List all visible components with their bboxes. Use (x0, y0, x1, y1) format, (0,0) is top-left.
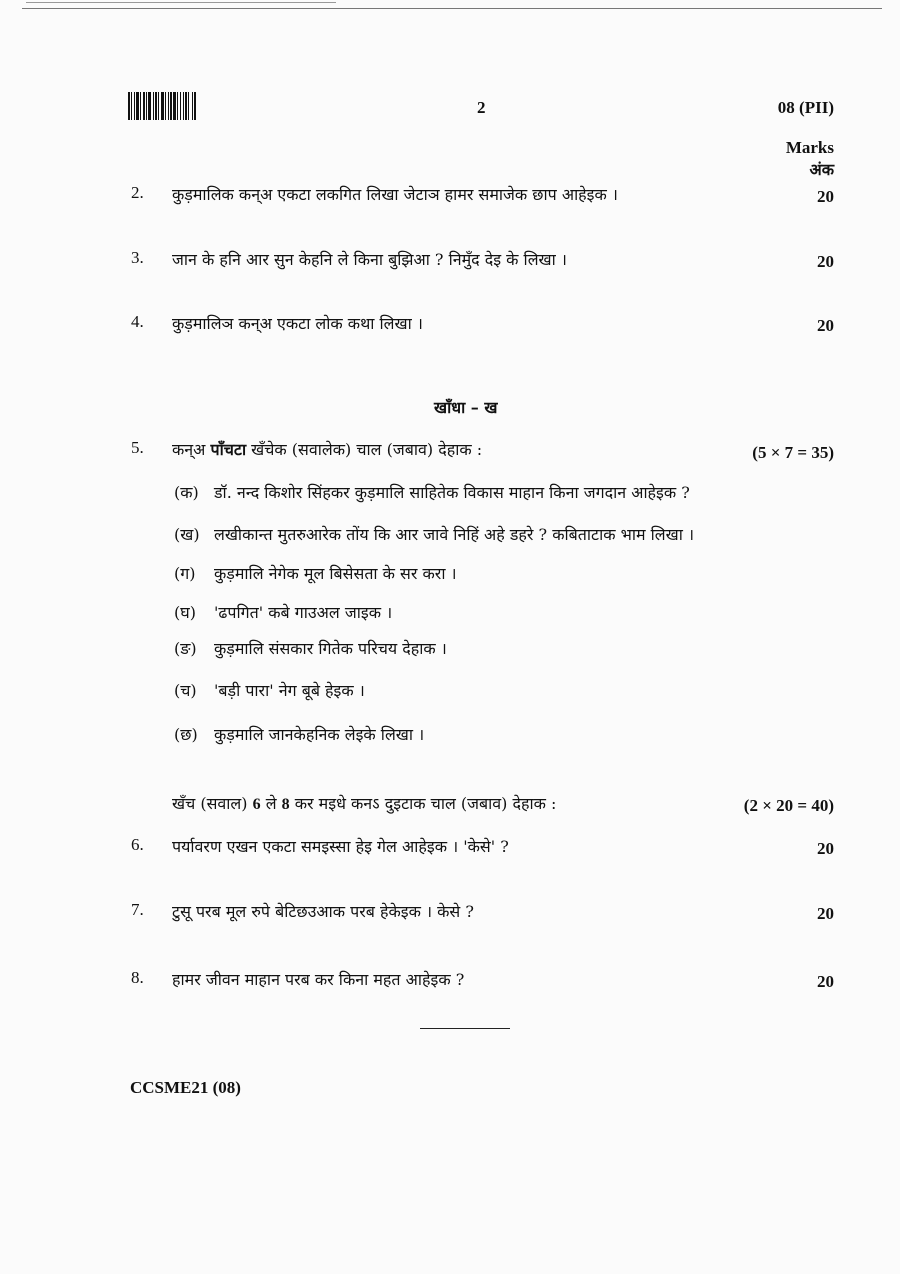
sub-text: कुड़मालि संसकार गितेक परिचय देहाक । (214, 639, 447, 658)
top-rule-short (26, 2, 336, 3)
instruction-post: कर मइधे कनऽ दुइटाक चाल (जबाव) देहाक : (289, 794, 557, 813)
instruction-num-6: 6 (252, 796, 261, 813)
marks-label-hi: अंक (809, 160, 834, 179)
instruction-mid: ले (260, 794, 282, 813)
question-number: 5. (131, 438, 144, 457)
top-rule (22, 8, 882, 9)
footer-code: CCSME21 (08) (130, 1078, 241, 1097)
sub-question-kha (174, 523, 694, 545)
sub-text: डॉ. नन्द किशोर सिंहकर कुड़मालि साहितेक विकास माहान किना जगदान आहेइक ? (214, 483, 690, 502)
sub-label: (ख) (174, 525, 200, 544)
sub-text: 'ढपगित' कबे गाउअल जाइक । (214, 603, 393, 622)
question-text: पर्यावरण एखन एकटा समइस्सा हेइ गेल आहेइक । 'केसे' ? (172, 837, 509, 856)
sub-label: (ग) (174, 564, 196, 583)
sub-question-nga (174, 637, 447, 659)
question-number: 7. (131, 900, 144, 919)
question-text: जान के हनि आर सुन केहनि ले किना बुझिआ ? निमुँद देइ के लिखा । (172, 250, 567, 269)
sub-question-ga (174, 562, 457, 584)
sub-label: (क) (174, 483, 199, 502)
question-text-post: खँचेक (सवालेक) चाल (जबाव) देहाक : (246, 440, 483, 459)
question-number: 6. (131, 835, 144, 854)
question-text-bold: पाँचटा (210, 440, 247, 459)
instruction-num-8: 8 (281, 796, 290, 813)
question-marks: (5 × 7 = 35) (752, 443, 834, 462)
question-number: 3. (131, 248, 144, 267)
question-marks: 20 (817, 904, 834, 923)
question-text: टुसू परब मूल रुपे बेटिछउआक परब हेकेइक । केसे ? (172, 902, 474, 921)
question-text (172, 438, 482, 460)
marks-label-en: Marks (785, 138, 834, 157)
question-number: 2. (131, 183, 144, 202)
instruction-text (172, 792, 556, 814)
question-marks: 20 (817, 839, 834, 858)
question-text: हामर जीवन माहान परब कर किना महत आहेइक ? (172, 970, 465, 989)
question-text: कुड़मालिक कन्अ एकटा लकगित लिखा जेटाञ हामर समाजेक छाप आहेइक । (172, 185, 618, 204)
instruction-marks: (2 × 20 = 40) (743, 796, 834, 815)
question-marks: 20 (817, 316, 834, 335)
barcode-image (128, 92, 250, 120)
sub-label: (छ) (174, 725, 198, 744)
question-number: 8. (131, 968, 144, 987)
sub-question-chha (174, 723, 424, 745)
sub-label: (च) (174, 681, 197, 700)
sub-text: 'बड़ी पारा' नेग बूबे हेइक । (214, 681, 365, 700)
question-marks: 20 (817, 252, 834, 271)
question-number: 4. (131, 312, 144, 331)
page-number: 2 (477, 98, 486, 117)
sub-label: (घ) (174, 603, 196, 622)
instruction-pre: खँच (सवाल) (172, 794, 253, 813)
sub-question-ka (174, 481, 690, 503)
sub-text: कुड़मालि जानकेहनिक लेइके लिखा । (214, 725, 425, 744)
question-text: कुड़मालिञ कन्अ एकटा लोक कथा लिखा । (172, 314, 423, 333)
sub-question-gha (174, 601, 392, 623)
sub-question-cha (174, 679, 365, 701)
question-marks: 20 (817, 972, 834, 991)
paper-code: 08 (PII) (777, 98, 834, 117)
end-rule (420, 1028, 510, 1029)
question-marks: 20 (817, 187, 834, 206)
sub-label: (ङ) (174, 639, 197, 658)
section-heading: खाँधा – ख (434, 398, 498, 417)
sub-text: कुड़मालि नेगेक मूल बिसेसता के सर करा । (214, 564, 457, 583)
question-text-pre: कन्अ (172, 440, 211, 459)
sub-text: लखीकान्त मुतरुआरेक तोंय कि आर जावे निहिं अहे डहरे ? कबिताटाक भाम लिखा । (214, 525, 695, 544)
barcode-bar (194, 92, 196, 120)
